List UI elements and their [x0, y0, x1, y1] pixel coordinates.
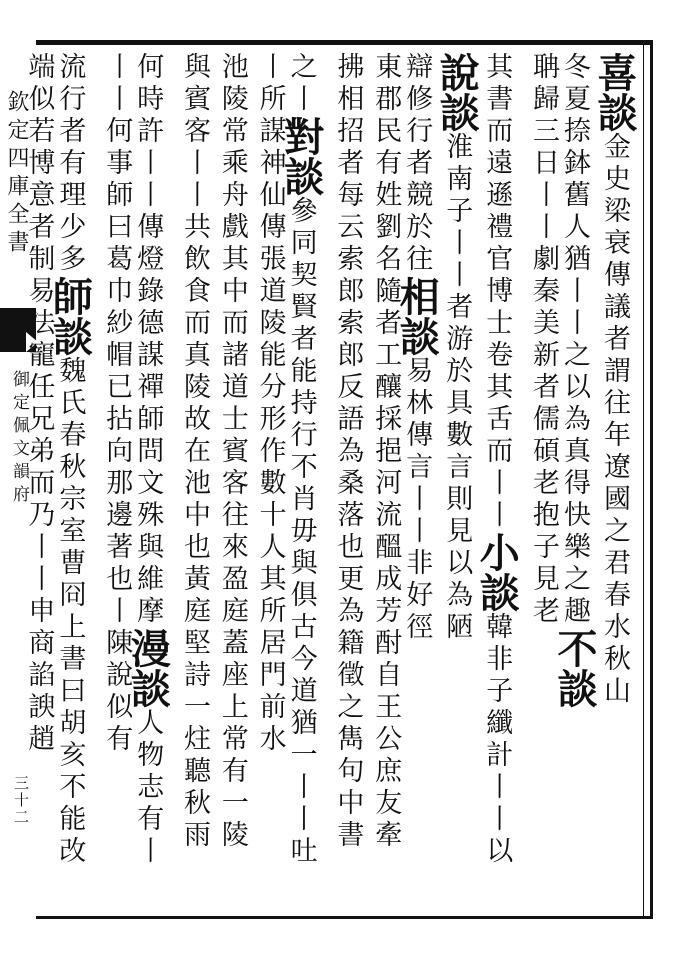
right-inner-border: [643, 40, 644, 919]
right-border: [650, 40, 653, 919]
headword: 對談: [277, 116, 325, 196]
text-column: 池陵常乘舟戲其中而諸道士賓客往來盈庭蓋座上常有一陵: [216, 52, 248, 852]
headword: 喜談: [591, 52, 638, 132]
text-column: 流行者有理少多師談魏氏春秋宗室曹冏上書曰胡亥不能改: [46, 52, 94, 868]
bottom-border: [36, 916, 652, 919]
book-title: 御定佩文韻府: [9, 370, 29, 508]
collection-title: 欽定四庫全書: [4, 90, 29, 258]
headword: 小談: [473, 532, 521, 612]
text-column: 丨所謀神仙傳張道陵能分形作數十人其所居門前水: [254, 52, 286, 756]
text-column: 何時許丨丨傳燈錄德謀禪師問文殊與維摩漫談人物志有丨: [124, 52, 172, 868]
text-columns: [23, 52, 642, 912]
text-column: 聃歸三日丨丨劇秦美新者儒碩老抱子見老: [528, 52, 559, 628]
text-column: 拂相招者每云索郎索郎反語為桑落也更為籍徵之雋句中書: [332, 52, 364, 852]
text-column: 冬夏捺鉢舊人猶丨丨之以為真得快樂之趣不談: [551, 52, 598, 708]
text-column: 喜談金史梁衰傳議者謂往年遼國之君春水秋山: [591, 52, 638, 708]
headword: 師談: [46, 276, 94, 356]
headword: 相談: [393, 276, 441, 356]
headword: 不談: [551, 628, 598, 708]
headword: 說談: [433, 52, 481, 132]
top-border: [36, 40, 652, 45]
headword: 漫談: [124, 628, 172, 708]
text-column: 丨丨何事師曰葛巾紗帽已拈向那邊著也丨陳說似有: [101, 52, 133, 756]
text-column: 辯修行者競於往相談易林傳言丨丨非好徑: [393, 52, 441, 644]
text-column: 之丨對談參同契賢者能持行不肖毋與俱古今道猶一丨丨吐: [277, 52, 325, 868]
folio-number: 三十二: [12, 775, 30, 826]
text-column: 說談淮南子丨丨者游於具數言則見以為陋: [433, 52, 481, 644]
text-column: 端似若博意者制易法寵任兄弟而乃丨丨申商諂諛趙: [23, 52, 55, 756]
text-column: 東郡民有姓劉名隨者工釀採挹河流醞成芳酎自王公庶友牽: [370, 52, 402, 852]
text-column: 其書而遠遜禮官博士卷其舌而丨丨小談韓非子纖計丨丨以: [473, 52, 521, 868]
text-column: 與賓客丨丨共飲食而真陵故在池中也黃庭堅詩一炷聽秋雨: [179, 52, 211, 852]
